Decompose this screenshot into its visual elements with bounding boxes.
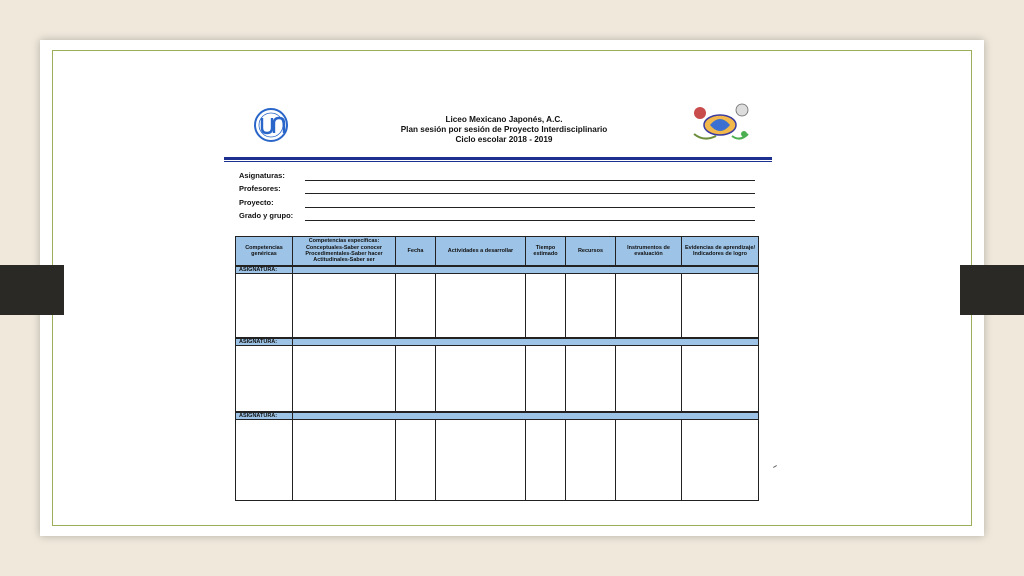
plan-table	[235, 236, 759, 501]
column-header: Evidencias de aprendizaje/ Indicadores de logro	[681, 236, 759, 266]
heading-rule	[224, 157, 772, 160]
section-band	[235, 266, 759, 274]
heading-line-1: Liceo Mexicano Japonés, A.C.	[445, 115, 563, 124]
column-header: Actividades a desarrollar	[435, 236, 525, 266]
table-cell	[525, 420, 565, 501]
band-divider	[292, 339, 293, 345]
table-cell	[395, 346, 435, 412]
field-label: Asignaturas:	[239, 171, 285, 180]
column-header: Competencias genéricas	[235, 236, 292, 266]
table-cell	[681, 274, 759, 338]
heading-line-2: Plan sesión por sesión de Proyecto Interdisciplinario	[400, 125, 608, 134]
field-line	[305, 180, 755, 181]
table-cell	[565, 420, 615, 501]
heading-line-3: Ciclo escolar 2018 - 2019	[455, 135, 553, 144]
table-cell	[235, 274, 292, 338]
column-header: Fecha	[395, 236, 435, 266]
table-cell	[525, 274, 565, 338]
field-label: Proyecto:	[239, 198, 274, 207]
section-label: ASIGNATURA:	[239, 339, 278, 345]
table-cell	[435, 274, 525, 338]
section-label: ASIGNATURA:	[239, 267, 278, 273]
field-label: Grado y grupo:	[239, 211, 294, 220]
section-band	[235, 412, 759, 420]
table-cell	[681, 420, 759, 501]
table-cell	[235, 420, 292, 501]
table-cell	[235, 346, 292, 412]
field-label: Profesores:	[239, 184, 281, 193]
column-header: Tiempo estimado	[525, 236, 565, 266]
table-cell	[435, 420, 525, 501]
table-cell	[435, 346, 525, 412]
table-cell	[525, 346, 565, 412]
table-cell	[565, 274, 615, 338]
column-header: Competencias específicas: Conceptuales-Saber conocer Procedimentales-Saber hacer Actitudinales-Saber ser	[292, 236, 395, 266]
table-cell	[395, 274, 435, 338]
field-line	[305, 220, 755, 221]
right-tab	[960, 265, 1024, 315]
table-cell	[292, 346, 395, 412]
document-heading	[344, 115, 664, 145]
table-cell	[681, 346, 759, 412]
table-cell	[292, 420, 395, 501]
table-cell	[615, 346, 681, 412]
left-tab	[0, 265, 64, 315]
document-image	[224, 93, 776, 513]
band-divider	[292, 413, 293, 419]
column-header: Recursos	[565, 236, 615, 266]
table-cell	[615, 420, 681, 501]
table-cell	[292, 274, 395, 338]
band-divider	[292, 267, 293, 273]
heading-rule-thin	[224, 161, 772, 162]
table-cell	[565, 346, 615, 412]
project-logo-icon	[684, 98, 756, 148]
school-logo-icon	[245, 106, 297, 144]
field-line	[305, 193, 755, 194]
section-label: ASIGNATURA:	[239, 413, 278, 419]
section-band	[235, 338, 759, 346]
table-cell	[395, 420, 435, 501]
table-cell	[615, 274, 681, 338]
column-header: Instrumentos de evaluación	[615, 236, 681, 266]
field-line	[305, 207, 755, 208]
